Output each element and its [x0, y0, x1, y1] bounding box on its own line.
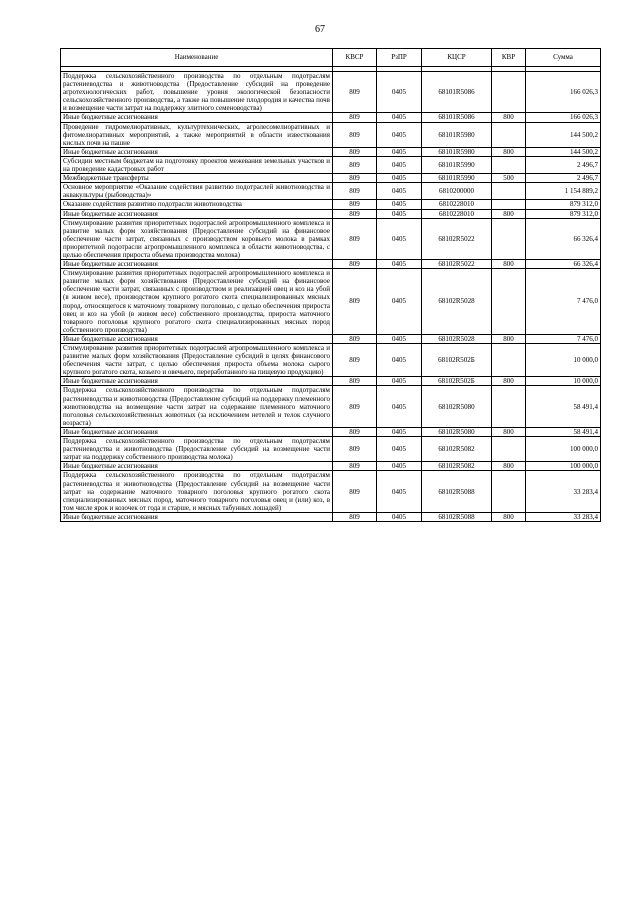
cell-kcsr: 68101R5980: [422, 147, 492, 156]
cell-kvsr: 809: [333, 156, 377, 173]
table-header: [61, 49, 601, 67]
cell-kvr: [492, 386, 526, 427]
cell-sum: 166 026,3: [526, 72, 601, 113]
cell-kcsr: 68102R5082: [422, 462, 492, 471]
cell-kvsr: 809: [333, 174, 377, 183]
cell-sum: 879 312,0: [526, 200, 601, 209]
cell-kvsr: 809: [333, 209, 377, 218]
cell-rzpr: 0405: [377, 334, 422, 343]
col-header-rzpr: РзПР: [377, 49, 422, 67]
cell-sum: 144 500,2: [526, 147, 601, 156]
cell-kvr: 800: [492, 427, 526, 436]
cell-rzpr: 0405: [377, 174, 422, 183]
table-row: [61, 334, 601, 343]
cell-rzpr: 0405: [377, 209, 422, 218]
cell-kvsr: 809: [333, 386, 377, 427]
cell-kvr: 800: [492, 209, 526, 218]
table-row: [61, 386, 601, 427]
cell-name: Иные бюджетные ассигнования: [61, 377, 333, 386]
cell-kcsr: 68101R5980: [422, 122, 492, 147]
cell-kvr: [492, 269, 526, 335]
cell-kvsr: 809: [333, 437, 377, 462]
col-header-kvsr: КВСР: [333, 49, 377, 67]
cell-sum: 66 326,4: [526, 218, 601, 259]
cell-kcsr: 68102R5082: [422, 437, 492, 462]
table-body: [61, 72, 601, 522]
cell-kvr: [492, 72, 526, 113]
cell-sum: 2 496,7: [526, 156, 601, 173]
cell-kcsr: 68102R5022: [422, 218, 492, 259]
cell-sum: 100 000,0: [526, 462, 601, 471]
cell-kvsr: 809: [333, 377, 377, 386]
table-row: [61, 462, 601, 471]
cell-rzpr: 0405: [377, 437, 422, 462]
table-row: [61, 183, 601, 200]
cell-kvr: 800: [492, 377, 526, 386]
table-row: [61, 200, 601, 209]
cell-kvsr: 809: [333, 344, 377, 377]
cell-sum: 58 491,4: [526, 427, 601, 436]
cell-rzpr: 0405: [377, 183, 422, 200]
cell-kcsr: 6810228010: [422, 200, 492, 209]
table-row: [61, 218, 601, 259]
cell-kcsr: 68102R5080: [422, 386, 492, 427]
table-row: [61, 344, 601, 377]
cell-sum: 7 476,0: [526, 334, 601, 343]
cell-kcsr: 68101R5990: [422, 174, 492, 183]
cell-sum: 100 000,0: [526, 437, 601, 462]
cell-rzpr: 0405: [377, 72, 422, 113]
cell-name: Поддержка сельскохозяйственного производства по отдельным подотраслям растениеводства и животноводства (Предоставление субсидий на возмещение части затрат на содержание маточного товарного поголовья крупного рогатого скота специализированных мясных пород, маточного товарного поголовья овец и (или) коз, в том числе ярок и козочек от года и старше, и мясных табунных лошадей): [61, 471, 333, 512]
cell-rzpr: 0405: [377, 260, 422, 269]
cell-name: Иные бюджетные ассигнования: [61, 260, 333, 269]
table-row: [61, 72, 601, 113]
cell-rzpr: 0405: [377, 377, 422, 386]
cell-kcsr: 68101R5990: [422, 156, 492, 173]
cell-name: Основное мероприятие «Оказание содействия развитию подотраслей животноводства и аквакультуры (рыбоводства)»: [61, 183, 333, 200]
cell-kvr: [492, 200, 526, 209]
cell-name: Иные бюджетные ассигнования: [61, 334, 333, 343]
cell-name: Иные бюджетные ассигнования: [61, 113, 333, 122]
table-row: [61, 174, 601, 183]
cell-name: Проведение гидромелиоративных, культуртехнических, агролесомелиоративных и фитомелиоративных мероприятий, а также мероприятий в области известкования кислых почв на пашне: [61, 122, 333, 147]
cell-rzpr: 0405: [377, 471, 422, 512]
cell-name: Иные бюджетные ассигнования: [61, 209, 333, 218]
cell-kcsr: 6810228010: [422, 209, 492, 218]
cell-kvr: 800: [492, 113, 526, 122]
cell-kvr: 500: [492, 174, 526, 183]
cell-kvr: [492, 122, 526, 147]
cell-kvsr: 809: [333, 512, 377, 521]
cell-kvsr: 809: [333, 147, 377, 156]
cell-kvsr: 809: [333, 72, 377, 113]
cell-rzpr: 0405: [377, 427, 422, 436]
cell-rzpr: 0405: [377, 113, 422, 122]
cell-name: Субсидии местным бюджетам на подготовку проектов межевания земельных участков и на проведение кадастровых работ: [61, 156, 333, 173]
cell-kcsr: 68102R5080: [422, 427, 492, 436]
cell-sum: 33 283,4: [526, 512, 601, 521]
table-row: [61, 377, 601, 386]
table-row: [61, 209, 601, 218]
cell-kvsr: 809: [333, 471, 377, 512]
cell-kvr: 800: [492, 334, 526, 343]
cell-rzpr: 0405: [377, 512, 422, 521]
cell-kvsr: 809: [333, 122, 377, 147]
cell-name: Поддержка сельскохозяйственного производства по отдельным подотраслям растениеводства и животноводства (Предоставление субсидий на возмещение части затрат на поддержку собственного производства молока): [61, 437, 333, 462]
table-row: [61, 147, 601, 156]
cell-kcsr: 68101R5086: [422, 72, 492, 113]
cell-kcsr: 68102R502Б: [422, 344, 492, 377]
cell-sum: 7 476,0: [526, 269, 601, 335]
cell-rzpr: 0405: [377, 147, 422, 156]
cell-kvr: 800: [492, 260, 526, 269]
cell-kcsr: 68102R502Б: [422, 377, 492, 386]
cell-rzpr: 0405: [377, 269, 422, 335]
cell-rzpr: 0405: [377, 156, 422, 173]
cell-rzpr: 0405: [377, 218, 422, 259]
col-header-sum: Сумма: [526, 49, 601, 67]
cell-name: Стимулирование развития приоритетных подотраслей агропромышленного комплекса и развитие малых форм хозяйствования (Предоставление субсидий в целях финансового обеспечения части затрат, с целью обеспечения прироста объема молока сырого крупного рогатого скота, козьего и овечьего, переработанного на пищевую продукцию): [61, 344, 333, 377]
cell-sum: 10 000,0: [526, 344, 601, 377]
cell-sum: 1 154 889,2: [526, 183, 601, 200]
cell-kvr: 800: [492, 512, 526, 521]
table-row: [61, 113, 601, 122]
budget-table: [60, 48, 601, 522]
cell-kcsr: 6810200000: [422, 183, 492, 200]
cell-kvr: [492, 471, 526, 512]
col-header-name: Наименование: [61, 49, 333, 67]
table-row: [61, 512, 601, 521]
cell-sum: 10 000,0: [526, 377, 601, 386]
cell-rzpr: 0405: [377, 462, 422, 471]
table-row: [61, 427, 601, 436]
cell-kvsr: 809: [333, 200, 377, 209]
table-row: [61, 156, 601, 173]
cell-name: Иные бюджетные ассигнования: [61, 147, 333, 156]
cell-kcsr: 68102R5028: [422, 269, 492, 335]
cell-name: Межбюджетные трансферты: [61, 174, 333, 183]
col-header-kcsr: КЦСР: [422, 49, 492, 67]
cell-kvsr: 809: [333, 427, 377, 436]
cell-kvsr: 809: [333, 260, 377, 269]
cell-sum: 166 026,3: [526, 113, 601, 122]
page-number: 67: [315, 24, 325, 35]
cell-kvsr: 809: [333, 183, 377, 200]
cell-kcsr: 68102R5088: [422, 471, 492, 512]
cell-rzpr: 0405: [377, 200, 422, 209]
cell-rzpr: 0405: [377, 344, 422, 377]
cell-kcsr: 68102R5028: [422, 334, 492, 343]
cell-kvr: [492, 218, 526, 259]
cell-kvr: [492, 156, 526, 173]
cell-kvr: [492, 437, 526, 462]
cell-kvr: 800: [492, 462, 526, 471]
col-header-kvr: КВР: [492, 49, 526, 67]
cell-name: Поддержка сельскохозяйственного производства по отдельным подотраслям растениеводства и животноводства (Предоставление субсидий на проведение агротехнологических работ, повышение уровня экологической безопасности сельскохозяйственного производства, а также на повышение плодородия и качества почв и возмещение части затрат на поддержку элитного семеноводства): [61, 72, 333, 113]
table-row: [61, 471, 601, 512]
cell-name: Оказание содействия развитию подотрасли животноводства: [61, 200, 333, 209]
cell-name: Стимулирование развития приоритетных подотраслей агропромышленного комплекса и развитие малых форм хозяйствования (Предоставление субсидий на финансовое обеспечение части затрат, связанных с производством и реализацией овец и коз на убой (в живом весе), производством крупного рогатого скота специализированных мясных пород, относящегося к маточному товарному поголовью, с целью обеспечения прироста овец и коз на убой (в живом весе) собственного производства, прироста маточного товарного поголовья крупного рогатого скота специализированных мясных пород собственного производства): [61, 269, 333, 335]
cell-rzpr: 0405: [377, 122, 422, 147]
cell-kcsr: 68101R5086: [422, 113, 492, 122]
cell-name: Стимулирование развития приоритетных подотраслей агропромышленного комплекса и развитие малых форм хозяйствования (Предоставление субсидий на финансовое обеспечение части затрат, связанных с производством коровьего молока в рамках приоритетной подотрасли агропромышленного комплекса в области животноводства, с целью обеспечения прироста объема производства молока): [61, 218, 333, 259]
cell-name: Иные бюджетные ассигнования: [61, 512, 333, 521]
cell-sum: 2 496,7: [526, 174, 601, 183]
cell-name: Иные бюджетные ассигнования: [61, 462, 333, 471]
cell-kcsr: 68102R5022: [422, 260, 492, 269]
cell-kvr: [492, 183, 526, 200]
cell-kvsr: 809: [333, 334, 377, 343]
table-row: [61, 260, 601, 269]
cell-kvsr: 809: [333, 269, 377, 335]
cell-kvsr: 809: [333, 113, 377, 122]
cell-sum: 879 312,0: [526, 209, 601, 218]
cell-name: Поддержка сельскохозяйственного производства по отдельным подотраслям растениеводства и животноводства (Предоставление субсидий на поддержку племенного животноводства на возмещение части затрат на содержание племенного маточного поголовья сельскохозяйственных животных (за исключением нетелей и телок случного возраста): [61, 386, 333, 427]
cell-kvsr: 809: [333, 462, 377, 471]
cell-kcsr: 68102R5088: [422, 512, 492, 521]
cell-sum: 58 491,4: [526, 386, 601, 427]
cell-kvsr: 809: [333, 218, 377, 259]
cell-name: Иные бюджетные ассигнования: [61, 427, 333, 436]
cell-kvr: 800: [492, 147, 526, 156]
table-row: [61, 122, 601, 147]
table-row: [61, 269, 601, 335]
cell-rzpr: 0405: [377, 386, 422, 427]
cell-sum: 33 283,4: [526, 471, 601, 512]
cell-kvr: [492, 344, 526, 377]
cell-sum: 144 500,2: [526, 122, 601, 147]
table-row: [61, 437, 601, 462]
cell-sum: 66 326,4: [526, 260, 601, 269]
